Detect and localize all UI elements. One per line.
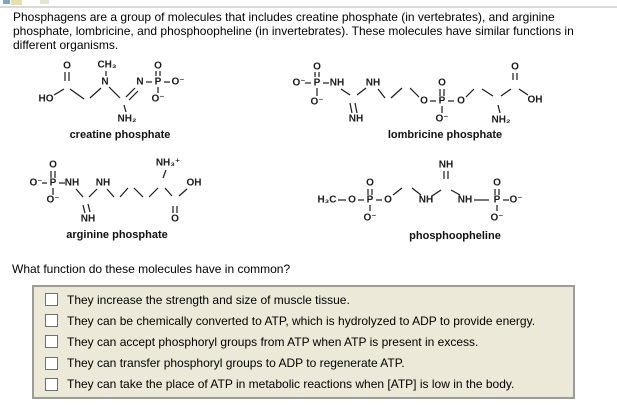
structure-phosphoopheline — [300, 150, 610, 250]
checkbox[interactable] — [45, 293, 58, 306]
intro-text-line: phosphate, lombricine, and phosphoopheline (in invertebrates). These molecules have similar functions in — [13, 24, 574, 38]
cropped-pale-icon — [40, 0, 49, 4]
svg-text:O⁻: O⁻ — [46, 194, 60, 206]
svg-text:O⁻: O⁻ — [490, 212, 504, 224]
molecule-label: phosphoopheline — [409, 230, 501, 242]
svg-text:O⁻: O⁻ — [292, 77, 306, 89]
svg-text:O: O — [384, 194, 392, 206]
svg-text:NH: NH — [329, 77, 345, 89]
intro-text-line: different organisms. — [13, 38, 119, 52]
svg-text:NH: NH — [80, 213, 96, 225]
svg-text:O⁻: O⁻ — [29, 177, 43, 189]
intro-paragraph — [13, 10, 574, 52]
question-text: What function do these molecules have in common? — [12, 262, 291, 276]
svg-text:H₃C: H₃C — [317, 194, 337, 206]
svg-text:NH: NH — [418, 194, 434, 206]
svg-text:O: O — [493, 177, 501, 189]
structure-arginine-phosphate — [10, 150, 260, 250]
svg-text:O: O — [511, 61, 519, 73]
checkbox[interactable] — [45, 378, 58, 391]
svg-text:CH₃: CH₃ — [97, 59, 117, 71]
svg-text:O⁻: O⁻ — [435, 113, 449, 125]
svg-text:O: O — [420, 95, 428, 107]
cropped-blue-icon — [3, 0, 10, 4]
answer-option-label: They can transfer phosphoryl groups to ADP to regenerate ATP. — [67, 356, 405, 371]
svg-text:O: O — [366, 177, 374, 189]
answer-option-row[interactable] — [34, 331, 573, 352]
svg-text:O: O — [313, 61, 321, 73]
cropped-yellow-icon — [11, 0, 22, 5]
svg-text:O: O — [63, 60, 71, 72]
svg-text:O: O — [171, 213, 179, 225]
svg-text:OH: OH — [186, 177, 202, 189]
svg-text:O: O — [438, 77, 446, 89]
answer-option-label: They can take the place of ATP in metabolic reactions when [ATP] is low in the body. — [67, 377, 515, 392]
answer-option-row[interactable] — [34, 289, 573, 310]
answer-options-panel — [32, 285, 575, 399]
svg-text:HO: HO — [38, 93, 54, 105]
svg-text:O: O — [348, 194, 356, 206]
answer-option-row[interactable] — [34, 374, 573, 395]
svg-text:O⁻: O⁻ — [363, 212, 377, 224]
molecule-label: creatine phosphate — [69, 129, 171, 141]
svg-text:NH: NH — [348, 113, 364, 125]
svg-text:P: P — [493, 194, 501, 206]
answer-option-row[interactable] — [34, 310, 573, 331]
svg-text:P: P — [366, 194, 374, 206]
answer-option-label: They increase the strength and size of muscle tissue. — [67, 292, 350, 307]
svg-text:O: O — [49, 159, 57, 171]
svg-text:NH₃⁺: NH₃⁺ — [155, 157, 181, 169]
answer-option-row[interactable] — [34, 353, 573, 374]
svg-text:NH₂: NH₂ — [491, 114, 511, 126]
svg-text:P: P — [49, 177, 57, 189]
svg-text:NH: NH — [438, 159, 454, 171]
checkbox[interactable] — [45, 357, 58, 370]
svg-text:O⁻: O⁻ — [509, 194, 523, 206]
svg-text:P: P — [154, 76, 162, 88]
svg-text:N: N — [136, 76, 144, 88]
svg-text:O⁻: O⁻ — [171, 76, 185, 88]
intro-text-line: Phosphagens are a group of molecules that includes creatine phosphate (in vertebrates), and arginine — [13, 10, 555, 24]
molecule-label: lombricine phosphate — [387, 129, 503, 141]
svg-text:P: P — [438, 95, 446, 107]
svg-text:OH: OH — [527, 94, 543, 106]
svg-text:NH: NH — [64, 177, 80, 189]
svg-text:NH: NH — [95, 177, 111, 189]
checkbox[interactable] — [45, 314, 58, 327]
svg-text:O: O — [154, 60, 162, 72]
answer-option-label: They can accept phosphoryl groups from ATP when ATP is present in excess. — [67, 334, 479, 349]
svg-text:O: O — [457, 95, 465, 107]
svg-text:P: P — [313, 77, 321, 89]
structure-creatine-phosphate — [10, 55, 230, 150]
svg-text:NH₂: NH₂ — [117, 113, 137, 125]
top-divider — [0, 6, 617, 8]
svg-text:N: N — [101, 76, 109, 88]
svg-text:NH: NH — [457, 194, 473, 206]
svg-text:O⁻: O⁻ — [151, 93, 165, 105]
svg-text:NH: NH — [365, 77, 381, 89]
checkbox[interactable] — [45, 335, 58, 348]
structure-lombricine-phosphate — [280, 55, 610, 150]
answer-option-label: They can be chemically converted to ATP, which is hydrolyzed to ADP to provide energy. — [67, 313, 536, 328]
svg-text:O⁻: O⁻ — [310, 96, 324, 108]
molecule-label: arginine phosphate — [66, 229, 168, 241]
